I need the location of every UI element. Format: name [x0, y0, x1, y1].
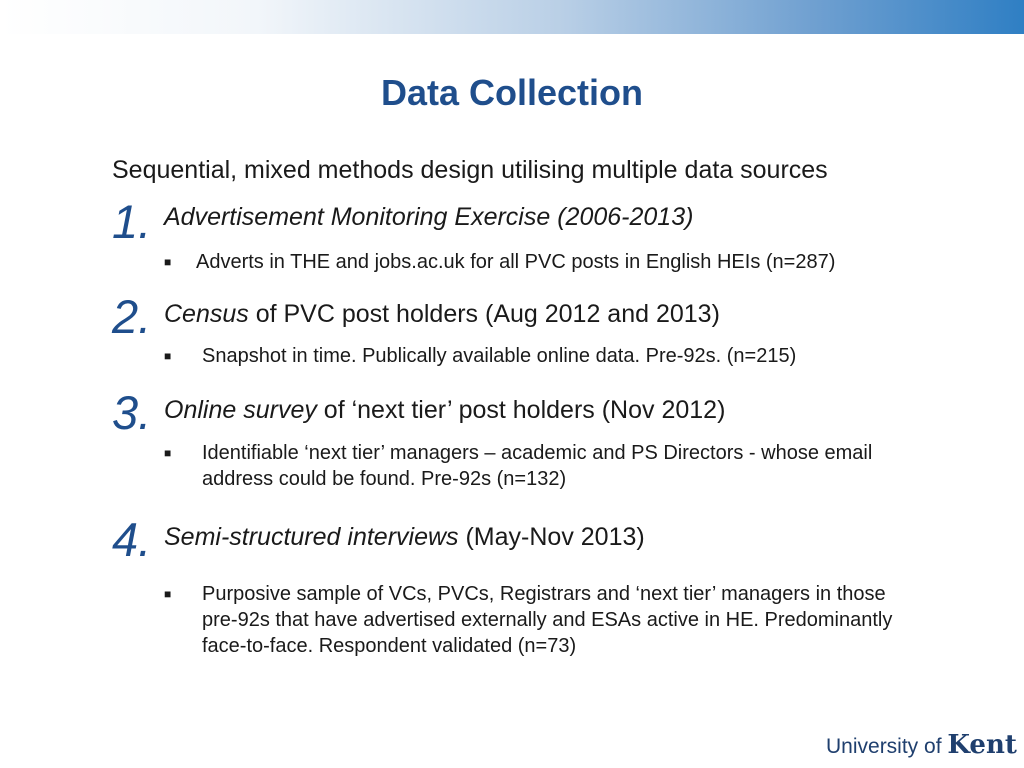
logo-prefix: University of [826, 735, 942, 758]
item-heading-italic: Advertisement Monitoring Exercise (2006-2013) [164, 203, 694, 231]
bullet-marker: ■ [164, 446, 172, 460]
bullet-marker: ■ [164, 255, 172, 269]
item-bullet-4 [164, 581, 924, 659]
bullet-text: Identifiable ‘next tier’ managers – academic and PS Directors - whose email address could be found. Pre-92s (n=132) [202, 442, 873, 490]
item-heading-italic: Online survey [164, 396, 317, 424]
bullet-text: Adverts in THE and jobs.ac.uk for all PVC posts in English HEIs (n=287) [196, 251, 836, 273]
bullet-marker: ■ [164, 349, 172, 363]
item-heading-rest: of PVC post holders (Aug 2012 and 2013) [248, 300, 720, 328]
item-bullet-3 [164, 440, 924, 492]
university-of-kent-logo [826, 730, 1017, 760]
item-heading-4 [164, 523, 645, 552]
slide-subtitle: Sequential, mixed methods design utilising multiple data sources [112, 156, 828, 184]
header-gradient-bar [0, 0, 1024, 34]
item-heading-2 [164, 300, 720, 329]
bullet-marker: ■ [164, 587, 172, 601]
item-heading-italic: Census [164, 300, 249, 328]
item-number-4: 4. [112, 513, 152, 566]
bullet-text: Purposive sample of VCs, PVCs, Registrars and ‘next tier’ managers in those pre-92s that have advertised externally and ESAs active in HE. Predominantly face-to-face. Respondent validated (n=73) [202, 583, 893, 657]
logo-name: Kent [947, 730, 1017, 760]
item-number-3: 3. [112, 386, 152, 439]
item-heading-3 [164, 396, 725, 425]
slide-title: Data Collection [380, 72, 644, 113]
item-heading-italic: Semi-structured interviews [164, 523, 459, 551]
item-number-2: 2. [112, 290, 152, 343]
bullet-text: Snapshot in time. Publically available online data. Pre-92s. (n=215) [202, 345, 797, 367]
item-heading-rest: (May-Nov 2013) [458, 523, 645, 551]
item-bullet-1 [164, 249, 924, 275]
item-heading-1 [164, 203, 693, 232]
item-number-1: 1. [112, 195, 152, 248]
item-heading-rest: of ‘next tier’ post holders (Nov 2012) [316, 396, 726, 424]
item-bullet-2 [164, 343, 924, 369]
